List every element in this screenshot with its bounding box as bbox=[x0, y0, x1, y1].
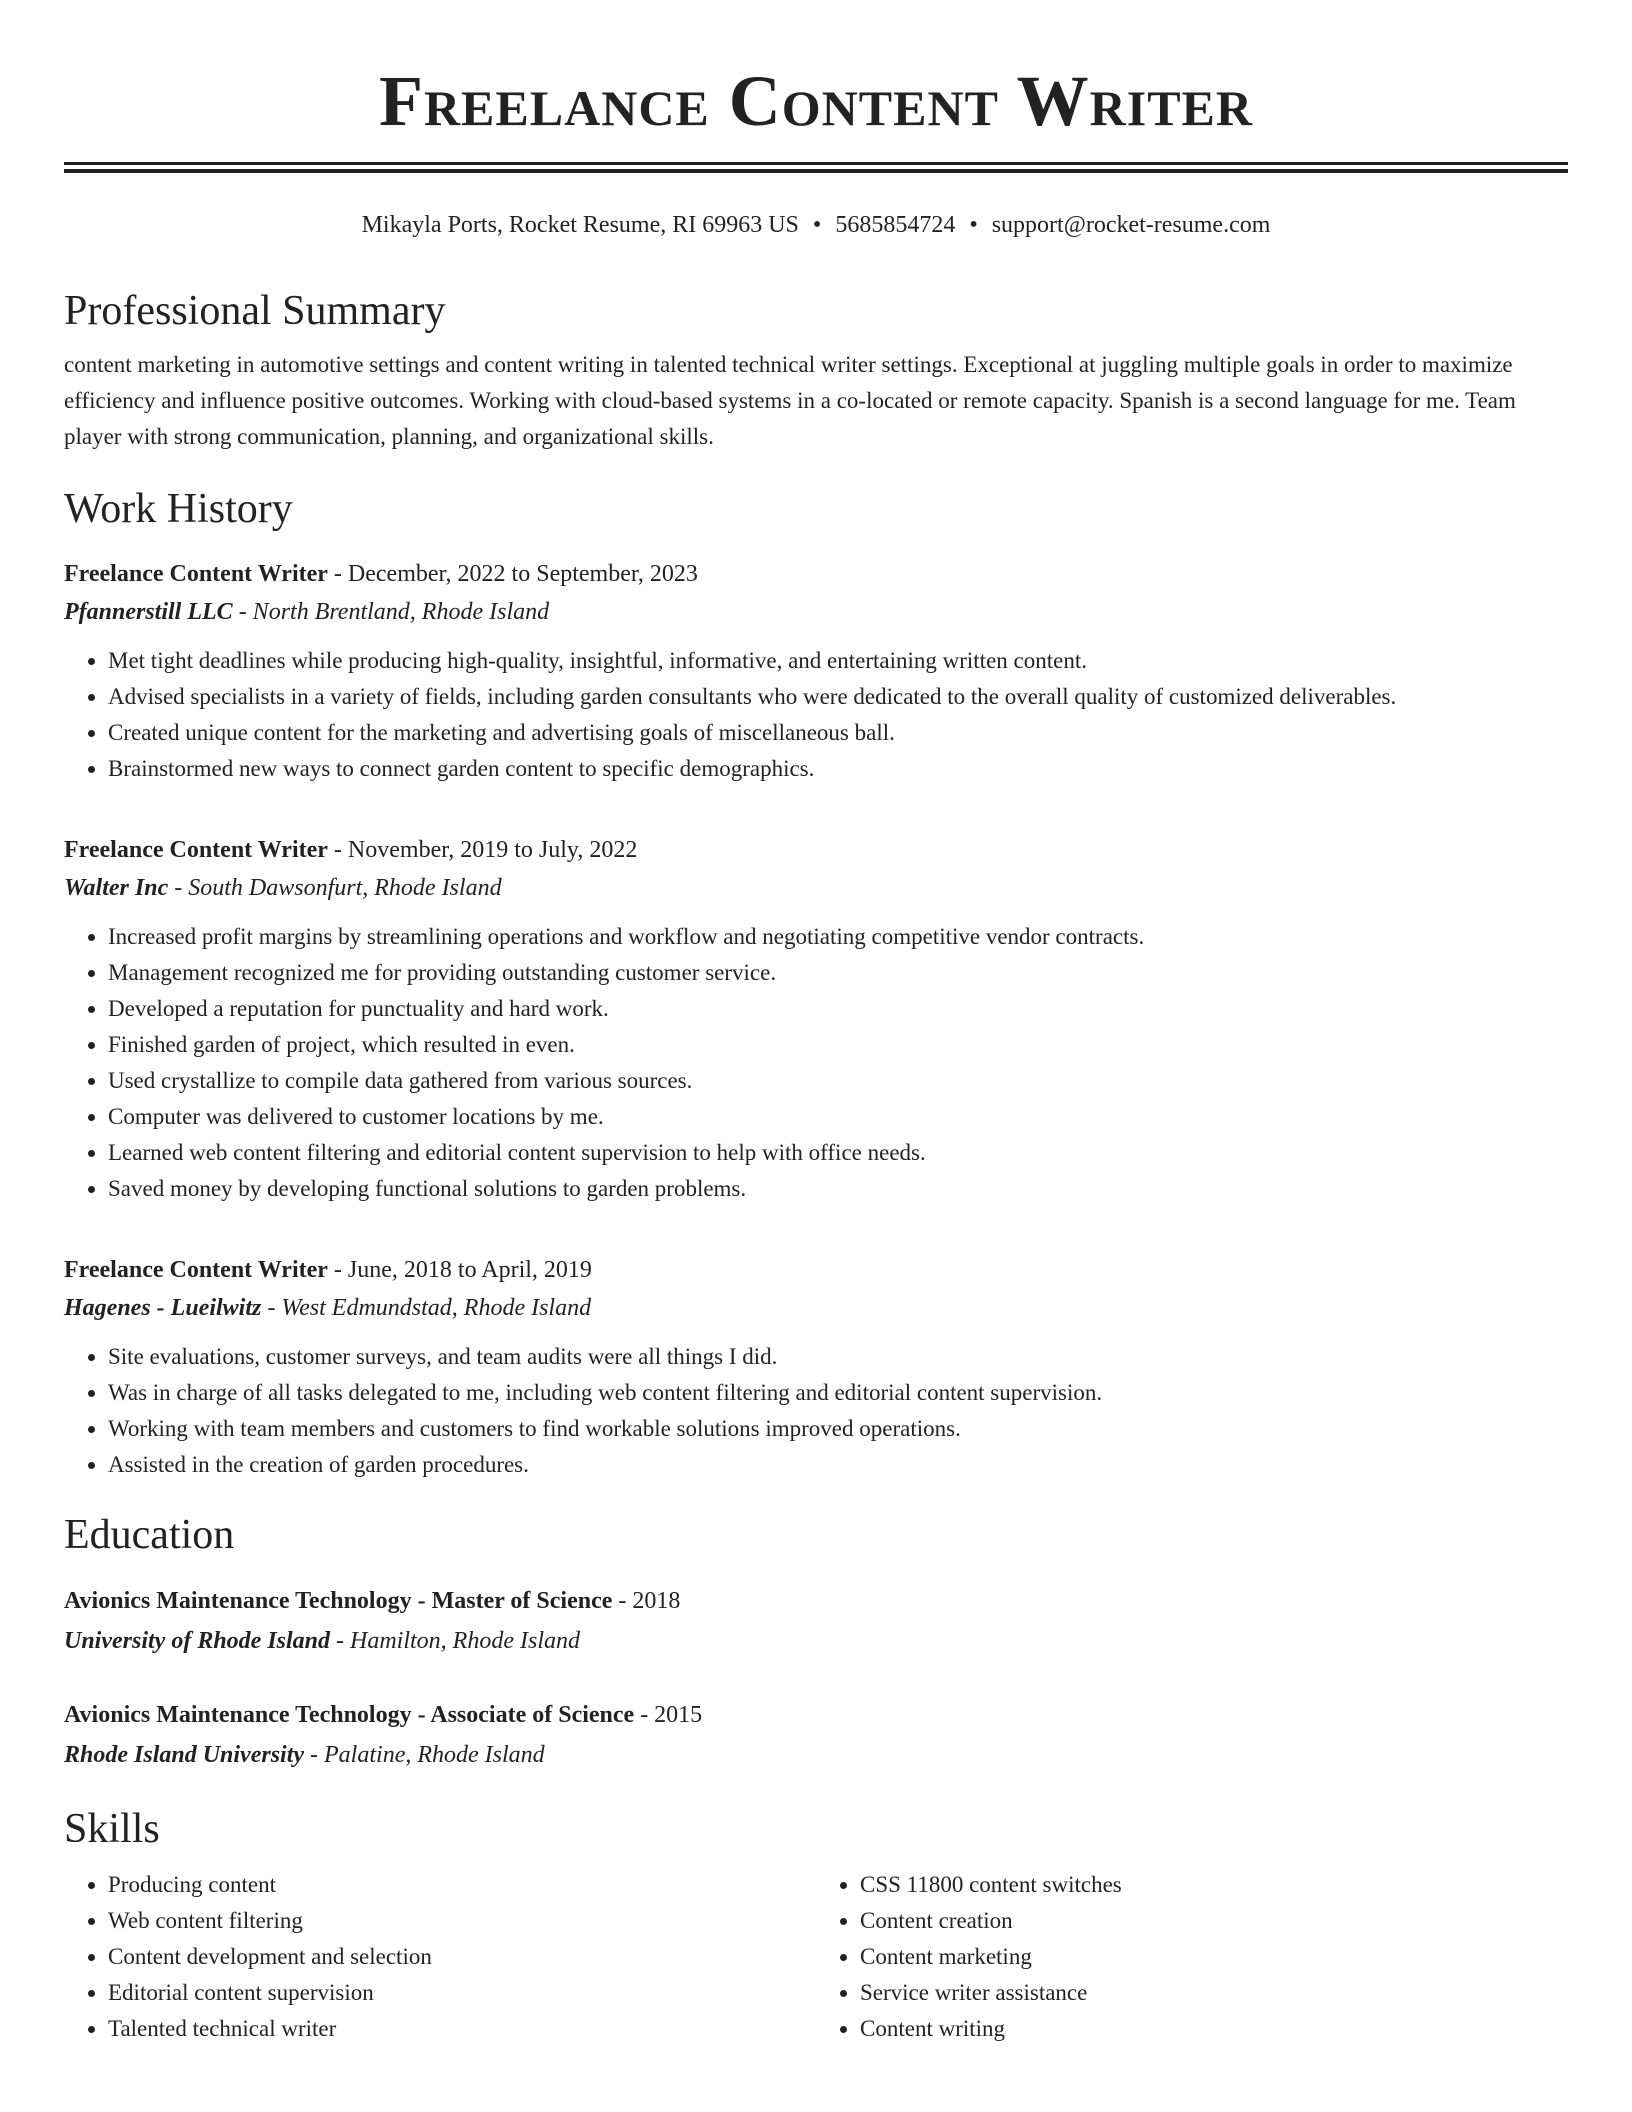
education-degree-line bbox=[64, 1581, 1568, 1621]
page-title: Freelance Content Writer bbox=[378, 61, 1254, 141]
education-entry bbox=[64, 1581, 1568, 1661]
skill-item: • Content development and selection bbox=[108, 1939, 816, 1975]
list-item: • Assisted in the creation of garden procedures. bbox=[108, 1447, 1568, 1483]
list-item: • Working with team members and customers to find workable solutions improved operations. bbox=[108, 1411, 1568, 1447]
job-dates: - June, 2018 to April, 2019 bbox=[327, 1257, 592, 1283]
education-school-line bbox=[64, 1735, 1568, 1775]
list-item: • Advised specialists in a variety of fields, including garden consultants who were dedicated to the overall quality of customized deliverables. bbox=[108, 679, 1568, 715]
education-entry bbox=[64, 1695, 1568, 1775]
list-item: • Brainstormed new ways to connect garden content to specific demographics. bbox=[108, 751, 1568, 787]
summary-section bbox=[64, 285, 1568, 455]
title-divider bbox=[64, 162, 1568, 173]
job-role: Freelance Content Writer bbox=[64, 837, 328, 863]
education-year: - 2015 bbox=[634, 1702, 703, 1728]
contact-email: support@rocket-resume.com bbox=[991, 212, 1271, 238]
education-degree: Avionics Maintenance Technology - Associate of Science bbox=[64, 1702, 635, 1728]
education-heading: Education bbox=[64, 1512, 235, 1558]
skill-item: • Content marketing bbox=[860, 1939, 1568, 1975]
contact-address: Mikayla Ports, Rocket Resume, RI 69963 US bbox=[361, 212, 799, 238]
contact-phone: 5685854724 bbox=[835, 212, 956, 238]
skill-item: • Service writer assistance bbox=[860, 1975, 1568, 2011]
summary-text: content marketing in automotive settings and content writing in talented technical writer settings. Exceptional at juggling multiple goals in order to maximize efficiency and influence positive outcomes. Working with cloud-based systems in a co-located or remote capacity. Spanish is a second language for me. Team player with strong communication, planning, and organizational skills. bbox=[64, 352, 1516, 449]
list-item: • Computer was delivered to customer locations by me. bbox=[108, 1099, 1568, 1135]
job-location: - South Dawsonfurt, Rhode Island bbox=[168, 875, 502, 901]
education-degree-line bbox=[64, 1695, 1568, 1735]
skill-item: • Talented technical writer bbox=[108, 2011, 816, 2047]
skills-list bbox=[64, 1867, 816, 2047]
education-school: Rhode Island University bbox=[64, 1742, 305, 1768]
work-history-section bbox=[64, 483, 1568, 1483]
education-school: University of Rhode Island bbox=[64, 1628, 331, 1654]
job-company-line bbox=[64, 1289, 1568, 1327]
list-item: • Used crystallize to compile data gathered from various sources. bbox=[108, 1063, 1568, 1099]
job-company-line bbox=[64, 869, 1568, 907]
list-item: • Finished garden of project, which resulted in even. bbox=[108, 1027, 1568, 1063]
job-bullets bbox=[64, 919, 1568, 1207]
education-section bbox=[64, 1509, 1568, 1775]
job-company: Hagenes - Lueilwitz bbox=[64, 1295, 262, 1321]
skills-list bbox=[816, 1867, 1568, 2047]
skill-item: • Web content filtering bbox=[108, 1903, 816, 1939]
skill-item: • Content writing bbox=[860, 2011, 1568, 2047]
contact-separator: • bbox=[969, 212, 978, 238]
contact-separator: • bbox=[812, 212, 822, 238]
education-year: - 2018 bbox=[612, 1588, 681, 1614]
job-bullets bbox=[64, 643, 1568, 787]
skill-item: • Editorial content supervision bbox=[108, 1975, 816, 2011]
list-item: • Saved money by developing functional solutions to garden problems. bbox=[108, 1171, 1568, 1207]
job-location: - West Edmundstad, Rhode Island bbox=[261, 1295, 592, 1321]
job-entry bbox=[64, 1251, 1568, 1483]
contact-line bbox=[64, 209, 1568, 241]
skill-item: • CSS 11800 content switches bbox=[860, 1867, 1568, 1903]
skills-column-right bbox=[816, 1867, 1568, 2047]
job-title-line bbox=[64, 831, 1568, 869]
education-degree: Avionics Maintenance Technology - Master of Science bbox=[64, 1588, 613, 1614]
list-item: • Site evaluations, customer surveys, and team audits were all things I did. bbox=[108, 1339, 1568, 1375]
job-title-line bbox=[64, 555, 1568, 593]
job-entry bbox=[64, 831, 1568, 1207]
education-location: - Palatine, Rhode Island bbox=[304, 1742, 545, 1768]
skills-column-left bbox=[64, 1867, 816, 2047]
list-item: • Was in charge of all tasks delegated to me, including web content filtering and editorial content supervision. bbox=[108, 1375, 1568, 1411]
list-item: • Learned web content filtering and editorial content supervision to help with office needs. bbox=[108, 1135, 1568, 1171]
job-company: Walter Inc bbox=[64, 875, 169, 901]
job-bullets bbox=[64, 1339, 1568, 1483]
skill-item: • Producing content bbox=[108, 1867, 816, 1903]
list-item: • Management recognized me for providing outstanding customer service. bbox=[108, 955, 1568, 991]
skills-heading: Skills bbox=[64, 1806, 160, 1852]
job-company-line bbox=[64, 593, 1568, 631]
job-dates: - December, 2022 to September, 2023 bbox=[327, 561, 698, 587]
job-location: - North Brentland, Rhode Island bbox=[232, 599, 550, 625]
list-item: • Created unique content for the marketing and advertising goals of miscellaneous ball. bbox=[108, 715, 1568, 751]
skill-item: • Content creation bbox=[860, 1903, 1568, 1939]
education-location: - Hamilton, Rhode Island bbox=[330, 1628, 580, 1654]
job-entry bbox=[64, 555, 1568, 787]
work-history-heading: Work History bbox=[64, 486, 293, 532]
job-role: Freelance Content Writer bbox=[64, 561, 328, 587]
list-item: • Met tight deadlines while producing high-quality, insightful, informative, and entertaining written content. bbox=[108, 643, 1568, 679]
job-company: Pfannerstill LLC bbox=[64, 599, 233, 625]
skills-grid bbox=[64, 1867, 1568, 2047]
job-role: Freelance Content Writer bbox=[64, 1257, 328, 1283]
job-title-line bbox=[64, 1251, 1568, 1289]
skills-section bbox=[64, 1803, 1568, 2047]
list-item: • Developed a reputation for punctuality and hard work. bbox=[108, 991, 1568, 1027]
summary-heading: Professional Summary bbox=[64, 288, 446, 334]
job-dates: - November, 2019 to July, 2022 bbox=[327, 837, 638, 863]
education-school-line bbox=[64, 1621, 1568, 1661]
list-item: • Increased profit margins by streamlining operations and workflow and negotiating competitive vendor contracts. bbox=[108, 919, 1568, 955]
